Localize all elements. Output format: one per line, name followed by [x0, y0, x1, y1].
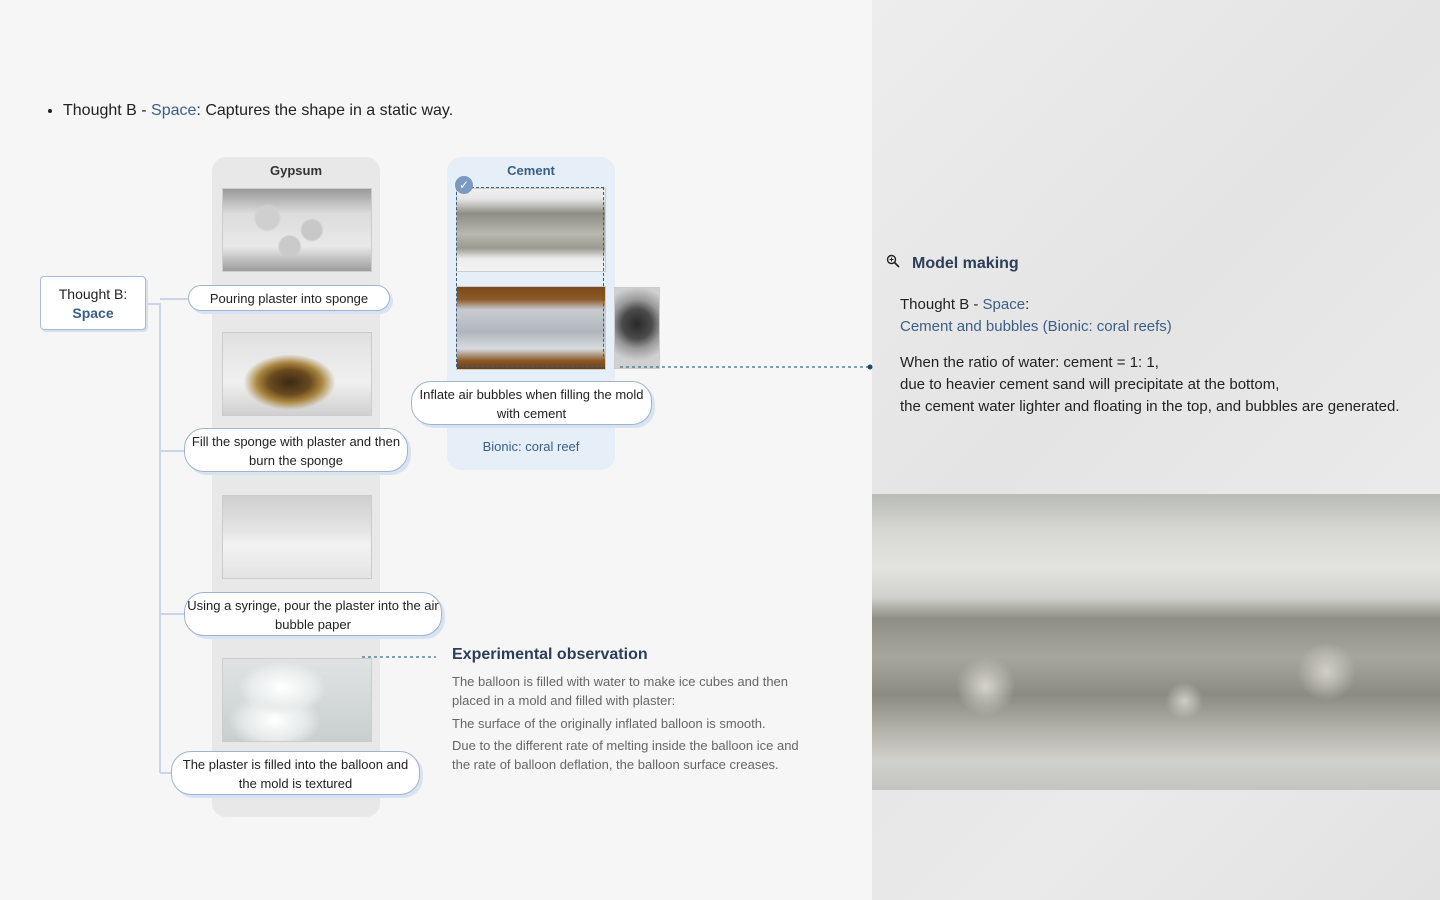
root-node-line1: Thought B:: [58, 286, 128, 302]
branch-cement: [160, 305, 161, 306]
mm-body-line-1: When the ratio of water: cement = 1: 1,: [900, 354, 1159, 371]
cement-photo-3[interactable]: [614, 287, 660, 369]
model-making-body: [900, 352, 1430, 418]
gypsum-step-3[interactable]: Using a syringe, pour the plaster into the air bubble paper: [184, 592, 442, 636]
mm-sub-prefix: Thought B -: [900, 296, 983, 313]
tree-trunk: [159, 303, 161, 773]
branch-2: [160, 450, 184, 452]
cement-step[interactable]: Inflate air bubbles when filling the mold with cement: [411, 381, 652, 425]
observation-text-1: The balloon is filled with water to make ice cubes and then placed in a mold and filled with plaster:: [452, 674, 789, 708]
gypsum-photo-2[interactable]: [222, 332, 372, 416]
gypsum-step-4[interactable]: The plaster is filled into the balloon and the mold is textured: [171, 751, 420, 795]
root-link: [146, 303, 160, 305]
branch-1: [160, 298, 188, 300]
gypsum-photo-1[interactable]: [222, 188, 372, 272]
gypsum-step-1[interactable]: Pouring plaster into sponge: [188, 285, 390, 311]
observation-text-2: The surface of the originally inflated balloon is smooth.: [452, 716, 766, 731]
bullet-accent: Space: [151, 102, 197, 119]
root-node-line2: Space: [72, 305, 114, 321]
gypsum-photo-4[interactable]: [222, 658, 372, 742]
cement-selection-frame: [456, 187, 604, 367]
gypsum-title: Gypsum: [269, 163, 322, 178]
model-photo[interactable]: [872, 494, 1440, 790]
cement-title: Cement: [507, 163, 555, 178]
bullet-dot: [48, 109, 52, 113]
bullet-prefix: Thought B -: [63, 102, 152, 119]
observation-text-3: Due to the different rate of melting inside the balloon ice and the rate of balloon deflation, the balloon surface creases.: [452, 738, 799, 772]
model-making-subtitle-2: Cement and bubbles (Bionic: coral reefs): [900, 318, 1172, 335]
model-making-title: Model making: [912, 255, 1019, 272]
observation-title: Experimental observation: [452, 646, 648, 663]
mm-sub-accent: Space: [982, 296, 1026, 313]
mm-body-line-3: the cement water lighter and floating in the top, and bubbles are generated.: [900, 398, 1400, 415]
gypsum-step-2[interactable]: Fill the sponge with plaster and then burn the sponge: [184, 428, 408, 472]
zoom-icon[interactable]: [886, 254, 900, 268]
check-icon[interactable]: ✓: [455, 176, 473, 194]
root-node[interactable]: [40, 276, 146, 330]
bullet-suffix: : Captures the shape in a static way.: [196, 102, 454, 119]
mm-body-line-2: due to heavier cement sand will precipitate at the bottom,: [900, 376, 1280, 393]
cement-bionic-label: Bionic: coral reef: [482, 439, 580, 454]
gypsum-photo-3[interactable]: [222, 495, 372, 579]
branch-3: [160, 613, 184, 615]
thought-b-bullet: [48, 102, 453, 120]
model-making-subtitle: [900, 296, 1029, 313]
mm-sub-suffix: :: [1025, 296, 1030, 313]
